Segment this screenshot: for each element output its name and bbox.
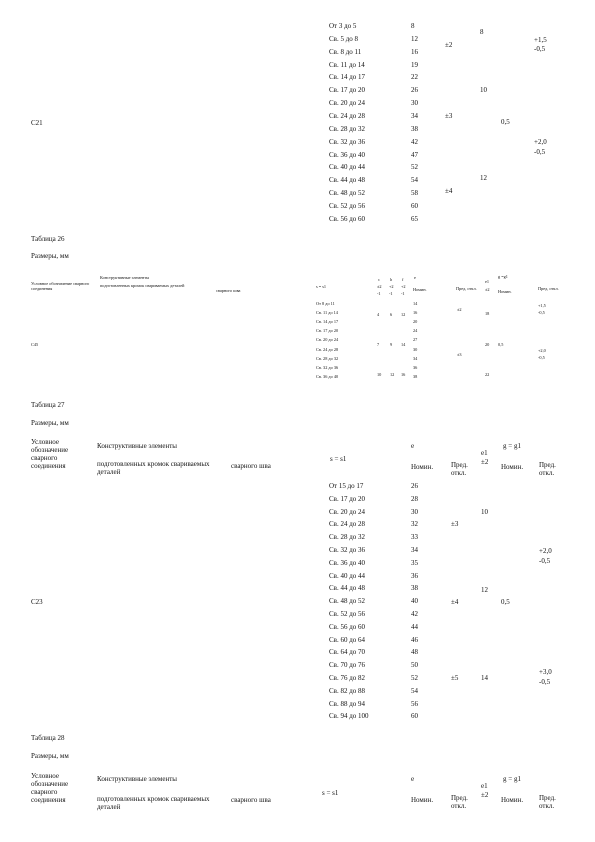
nominal-cell: 22 bbox=[411, 73, 418, 82]
range-cell: Св. 36 до 40 bbox=[329, 150, 366, 159]
table-units: Размеры, мм bbox=[31, 419, 69, 427]
c-value: 4 bbox=[377, 312, 380, 317]
table-caption: Таблица 26 bbox=[31, 235, 65, 243]
range-cell: Св. 28 до 32 bbox=[316, 355, 339, 361]
range-cell: Св. 17 до 20 bbox=[316, 328, 339, 334]
nominal-cell: 24 bbox=[413, 328, 418, 334]
e1-value: 20 bbox=[485, 342, 490, 347]
nominal-cell: 34 bbox=[411, 111, 418, 120]
tolerance: ±2 bbox=[457, 307, 462, 312]
nominal-cell: 20 bbox=[413, 319, 418, 325]
table-caption: Таблица 28 bbox=[31, 734, 65, 742]
header-e-dev: Пред. откл. bbox=[451, 794, 468, 810]
range-cell: Св. 17 до 20 bbox=[329, 494, 366, 503]
header-c-tol: ±2 bbox=[377, 284, 382, 289]
range-cell: Св. 5 до 8 bbox=[329, 34, 359, 43]
nominal-cell: 30 bbox=[411, 507, 418, 516]
nominal-cell: 8 bbox=[411, 22, 415, 30]
tolerance: ±3 bbox=[445, 112, 453, 120]
nominal-cell: 26 bbox=[411, 482, 418, 490]
deviation-up: +2,0 bbox=[534, 138, 547, 146]
nominal-cell: 50 bbox=[411, 661, 418, 670]
e1-value: 12 bbox=[481, 586, 488, 594]
nominal-cell: 12 bbox=[411, 34, 418, 43]
header-g: g =g1 bbox=[498, 274, 508, 279]
range-cell: Св. 20 до 24 bbox=[329, 99, 366, 108]
nominal-cell: 35 bbox=[411, 558, 418, 567]
header-s: s = s1 bbox=[316, 284, 327, 289]
header-e-nom: Номин. bbox=[413, 287, 427, 292]
nominal-cell: 47 bbox=[411, 150, 418, 159]
section1-label: С21 bbox=[31, 119, 43, 127]
tolerance: ±4 bbox=[451, 598, 459, 606]
tolerance: ±4 bbox=[445, 187, 453, 195]
header-f-tol2: -1 bbox=[401, 291, 405, 296]
header-e1-tol: ±2 bbox=[481, 791, 489, 799]
header-g-nom: Номин. bbox=[501, 796, 524, 804]
range-cell: Св. 44 до 48 bbox=[329, 176, 366, 185]
range-cell: Св. 36 до 40 bbox=[316, 373, 339, 379]
range-cell: Св. 32 до 36 bbox=[329, 546, 366, 554]
nominal-cell: 36 bbox=[413, 364, 418, 370]
tolerance: ±5 bbox=[451, 674, 459, 682]
tolerance: ±3 bbox=[451, 520, 459, 528]
range-cell: Св. 94 до 100 bbox=[329, 712, 369, 721]
deviation-up: +2,0 bbox=[538, 348, 546, 353]
nominal-cell: 60 bbox=[411, 712, 418, 721]
range-cell: От 15 до 17 bbox=[329, 482, 364, 490]
f-value: 16 bbox=[401, 372, 406, 377]
deviation-up: +3,0 bbox=[539, 668, 552, 676]
header-e1: e1 bbox=[485, 279, 490, 284]
range-cell: Св. 44 до 48 bbox=[329, 584, 366, 593]
e1-value: 12 bbox=[480, 174, 487, 182]
header-g: g = g1 bbox=[503, 775, 521, 783]
header-designation: Условное обозначение сварного соединения bbox=[31, 281, 90, 291]
range-cell: Св. 82 до 88 bbox=[329, 686, 366, 695]
range-cell: Св. 24 до 28 bbox=[329, 520, 366, 529]
g-value: 0,5 bbox=[501, 598, 510, 606]
nominal-cell: 38 bbox=[413, 373, 418, 379]
table-caption: Таблица 27 bbox=[31, 401, 65, 409]
header-g-nom: Номин. bbox=[501, 463, 524, 471]
table-units: Размеры, мм bbox=[31, 252, 69, 260]
header-s: s = s1 bbox=[330, 455, 347, 463]
header-g-nom: Номин. bbox=[498, 289, 512, 294]
nominal-cell: 42 bbox=[411, 610, 418, 618]
range-cell: Св. 32 до 36 bbox=[316, 364, 339, 370]
header-elements: Конструктивные элементы bbox=[97, 775, 177, 783]
range-cell: Св. 24 до 28 bbox=[316, 346, 339, 352]
range-cell: Св. 56 до 60 bbox=[329, 214, 366, 223]
range-cell: Св. 52 до 56 bbox=[329, 201, 366, 210]
nominal-cell: 16 bbox=[411, 47, 418, 56]
header-c-tol2: -1 bbox=[377, 291, 381, 296]
deviation-down: -0,5 bbox=[534, 148, 546, 156]
header-e-dev: Пред. откл. bbox=[456, 286, 477, 291]
range-cell: Св. 52 до 56 bbox=[329, 610, 366, 618]
deviation-down: -0,5 bbox=[538, 310, 545, 315]
header-g-dev: Пред. откл. bbox=[539, 794, 556, 810]
deviation-down: -0,5 bbox=[538, 355, 545, 360]
nominal-cell: 30 bbox=[413, 346, 418, 352]
header-f: f bbox=[402, 277, 404, 282]
range-cell: Св. 32 до 36 bbox=[329, 137, 366, 146]
nominal-cell: 27 bbox=[413, 337, 418, 343]
range-cell: Св. 28 до 32 bbox=[329, 533, 366, 542]
h-value: 9 bbox=[390, 342, 393, 347]
tolerance: ±3 bbox=[457, 352, 462, 357]
e1-value: 14 bbox=[481, 674, 488, 682]
nominal-cell: 38 bbox=[411, 124, 418, 133]
range-cell: Св. 40 до 44 bbox=[329, 163, 366, 172]
header-e: e bbox=[414, 275, 416, 280]
range-cell: Св. 20 до 24 bbox=[316, 337, 339, 343]
nominal-cell: 54 bbox=[411, 176, 418, 185]
f-value: 12 bbox=[401, 312, 406, 317]
header-e1: e1 bbox=[481, 449, 488, 457]
nominal-cell: 46 bbox=[411, 635, 418, 644]
range-cell: Св. 48 до 52 bbox=[329, 597, 366, 606]
nominal-cell: 36 bbox=[411, 571, 418, 580]
nominal-cell: 33 bbox=[411, 533, 418, 542]
header-weld: сварного шва bbox=[216, 288, 241, 293]
header-weld: сварного шва bbox=[231, 462, 271, 470]
nominal-cell: 28 bbox=[411, 494, 418, 503]
nominal-cell: 26 bbox=[411, 86, 418, 95]
nominal-cell: 34 bbox=[413, 355, 418, 361]
c-value: 10 bbox=[377, 372, 382, 377]
header-designation: Условное обозначение сварного соединения bbox=[31, 438, 69, 470]
range-cell: Св. 14 до 17 bbox=[329, 73, 366, 82]
header-e: e bbox=[411, 442, 415, 450]
header-f-tol: +2 bbox=[401, 284, 406, 289]
c-value: 7 bbox=[377, 342, 380, 347]
range-cell: От 8 до 11 bbox=[316, 301, 335, 306]
g-value: 0,5 bbox=[501, 118, 510, 126]
table27-label: С23 bbox=[31, 598, 43, 606]
range-cell: Св. 11 до 14 bbox=[316, 310, 338, 316]
range-cell: Св. 56 до 60 bbox=[329, 622, 366, 631]
table26-label: С45 bbox=[31, 342, 39, 347]
nominal-cell: 16 bbox=[413, 310, 418, 316]
range-cell: Св. 20 до 24 bbox=[329, 507, 366, 516]
header-designation: Условное обозначение сварного соединения bbox=[31, 772, 69, 804]
range-cell: Св. 36 до 40 bbox=[329, 558, 366, 567]
deviation-up: +1,5 bbox=[534, 36, 547, 44]
range-cell: Св. 88 до 94 bbox=[329, 699, 366, 708]
header-c: c bbox=[378, 277, 380, 282]
deviation-up: +1,5 bbox=[538, 303, 546, 308]
header-prepared: подготовленных кромок свариваемых деталей bbox=[97, 795, 210, 811]
range-cell: Св. 48 до 52 bbox=[329, 189, 366, 198]
deviation-down: -0,5 bbox=[534, 45, 546, 53]
range-cell: Св. 64 до 70 bbox=[329, 648, 366, 657]
range-cell: Св. 17 до 20 bbox=[329, 86, 366, 95]
deviation-down: -0,5 bbox=[539, 678, 551, 686]
nominal-cell: 54 bbox=[411, 686, 418, 695]
header-h-tol: +2 bbox=[389, 284, 394, 289]
deviation-up: +2,0 bbox=[539, 547, 552, 555]
range-cell: Св. 14 до 17 bbox=[316, 319, 339, 325]
header-elements: Конструктивные элементы bbox=[97, 442, 177, 450]
nominal-cell: 40 bbox=[411, 597, 418, 606]
header-e-nom: Номин. bbox=[411, 463, 434, 471]
range-cell: Св. 70 до 76 bbox=[329, 661, 366, 670]
header-e1-tol: ±2 bbox=[481, 458, 489, 466]
range-cell: От 3 до 5 bbox=[329, 22, 357, 30]
range-cell: Св. 60 до 64 bbox=[329, 635, 366, 644]
e1-value: 10 bbox=[481, 508, 488, 516]
e1-value: 18 bbox=[485, 311, 490, 316]
nominal-cell: 44 bbox=[411, 622, 418, 631]
header-g: g = g1 bbox=[503, 442, 521, 450]
range-cell: Св. 8 до 11 bbox=[329, 47, 362, 56]
range-cell: Св. 28 до 32 bbox=[329, 124, 366, 133]
nominal-cell: 30 bbox=[411, 99, 418, 108]
e1-value: 10 bbox=[480, 86, 487, 94]
header-weld: сварного шва bbox=[231, 796, 271, 804]
table-units: Размеры, мм bbox=[31, 752, 69, 760]
header-e: e bbox=[411, 775, 415, 783]
header-prepared: подготовленных кромок свариваемых деталей bbox=[100, 283, 185, 288]
nominal-cell: 60 bbox=[411, 201, 418, 210]
h-value: 6 bbox=[390, 312, 393, 317]
nominal-cell: 52 bbox=[411, 163, 418, 172]
e1-value: 22 bbox=[485, 372, 490, 377]
header-e-nom: Номин. bbox=[411, 796, 434, 804]
e1-value: 8 bbox=[480, 28, 484, 36]
header-prepared: подготовленных кромок свариваемых деталей bbox=[97, 460, 210, 476]
deviation-down: -0,5 bbox=[539, 557, 551, 565]
header-s: s = s1 bbox=[322, 789, 339, 797]
h-value: 12 bbox=[390, 372, 395, 377]
nominal-cell: 34 bbox=[411, 546, 418, 554]
range-cell: Св. 76 до 82 bbox=[329, 674, 366, 682]
f-value: 14 bbox=[401, 342, 406, 347]
nominal-cell: 48 bbox=[411, 648, 418, 657]
header-e-dev: Пред. откл. bbox=[451, 461, 468, 477]
header-g-dev: Пред. откл. bbox=[539, 461, 556, 477]
header-g-dev: Пред. откл. bbox=[538, 286, 559, 291]
tolerance: ±2 bbox=[445, 41, 453, 49]
header-e1: e1 bbox=[481, 782, 488, 790]
nominal-cell: 56 bbox=[411, 699, 418, 708]
nominal-cell: 65 bbox=[411, 214, 418, 223]
nominal-cell: 38 bbox=[411, 584, 418, 593]
header-elements: Конструктивные элементы bbox=[100, 275, 150, 280]
nominal-cell: 19 bbox=[411, 60, 418, 69]
nominal-cell: 32 bbox=[411, 520, 418, 529]
nominal-cell: 42 bbox=[411, 137, 418, 146]
g-value: 0,5 bbox=[498, 342, 504, 347]
range-cell: Св. 24 до 28 bbox=[329, 111, 366, 120]
range-cell: Св. 11 до 14 bbox=[329, 60, 365, 69]
header-e1-tol: ±2 bbox=[485, 287, 490, 292]
header-h: h bbox=[390, 277, 393, 282]
nominal-cell: 52 bbox=[411, 674, 418, 682]
header-h-tol2: -1 bbox=[389, 291, 393, 296]
nominal-cell: 58 bbox=[411, 189, 418, 198]
range-cell: Св. 40 до 44 bbox=[329, 571, 366, 580]
nominal-cell: 14 bbox=[413, 301, 418, 306]
